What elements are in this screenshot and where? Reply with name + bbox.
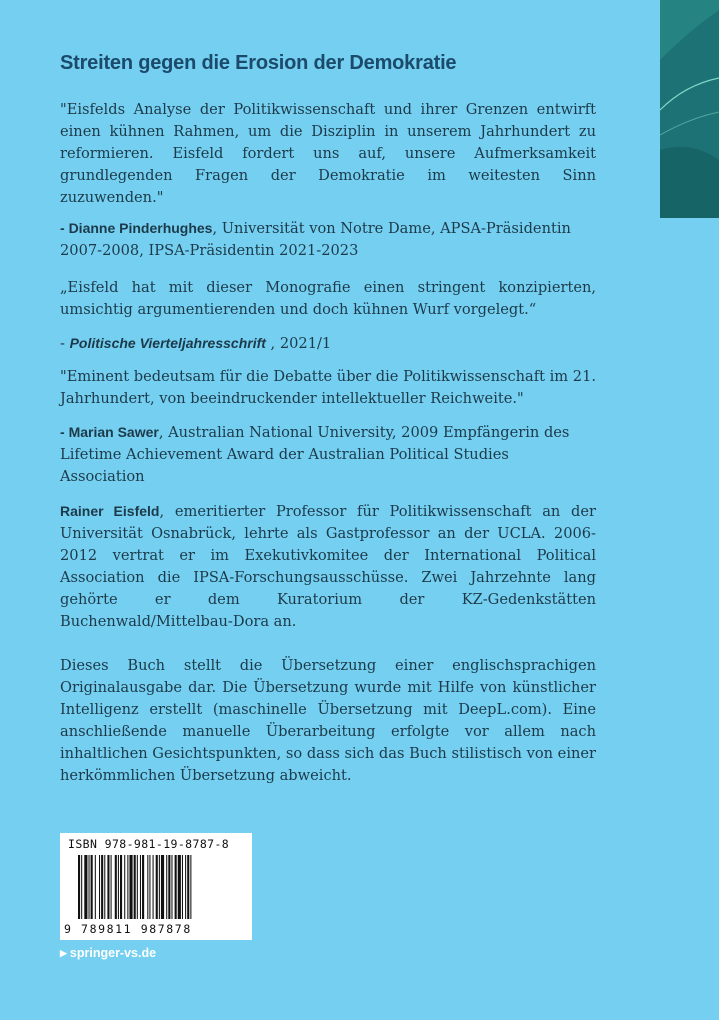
barcode-bar: [137, 855, 138, 919]
ean-digits: 9 789811 987878: [64, 922, 192, 936]
barcode-bar: [149, 855, 150, 919]
barcode-bar: [120, 855, 122, 919]
author-name: Rainer Eisfeld: [60, 503, 160, 519]
isbn-label: ISBN 978-981-19-8787-8: [68, 837, 230, 851]
barcode-bar: [187, 855, 189, 919]
barcode-bar: [84, 855, 87, 919]
website-url: springer-vs.de: [69, 946, 157, 960]
author-bio: [60, 500, 596, 633]
arrow-right-icon: ▶: [60, 947, 67, 958]
quote-2-dash: -: [60, 335, 70, 352]
barcode-bar: [159, 855, 160, 919]
barcode-bar: [111, 855, 112, 919]
barcode-bar: [166, 855, 167, 919]
cover-corner-artwork: [660, 0, 719, 218]
barcode-bar: [153, 855, 154, 919]
barcode-bar: [161, 855, 164, 919]
barcode-bar: [156, 855, 158, 919]
barcode-bar: [134, 855, 136, 919]
quote-2-affiliation: , 2021/1: [265, 335, 332, 352]
quote-3-name: Marian Sawer: [68, 424, 159, 440]
barcode-bar: [101, 855, 103, 919]
barcode-bar: [89, 855, 90, 919]
publisher-website[interactable]: [60, 946, 156, 960]
barcode-bar: [81, 855, 82, 919]
quote-2-source: Politische Vierteljahresschrift: [69, 335, 266, 351]
quote-2-text: „Eisfeld hat mit dieser Monografie einen stringent konzipierten, umsichtig argumentierenden und doch kühnen Wurf vorgelegt.“: [60, 279, 596, 318]
barcode-bar: [95, 855, 96, 919]
quote-1-dash: -: [60, 220, 69, 236]
barcode-bar: [99, 855, 100, 919]
barcode-bar: [124, 855, 125, 919]
barcode-bar: [185, 855, 186, 919]
quote-1-name: Dianne Pinderhughes: [68, 220, 213, 236]
barcode-bar: [147, 855, 148, 919]
quote-3-text: "Eminent bedeutsam für die Debatte über die Politikwissenschaft im 21. Jahrhundert, von beeindruckender intellektueller Reichweite.": [60, 368, 596, 407]
author-bio-text: , emeritierter Professor für Politikwissenschaft an der Universität Osnabrück, lehrte als Gastprofessor an der UCLA. 2006-2012 vertrat er im Exekutivkomitee der International Political Association die IPSA-Forschungsausschüsse. Zwei Jahrzehnte lang gehörte er dem Kuratorium der KZ-Gedenkstätten Buchenwald/Mittelbau-Dora an.: [60, 503, 596, 630]
barcode-bar: [140, 855, 141, 919]
barcode-bars: [78, 855, 238, 923]
barcode-bar: [115, 855, 117, 919]
barcode-bar: [127, 855, 128, 919]
corner-artwork-graphic: [660, 0, 719, 218]
quote-3-affiliation: , Australian National University, 2009 Empfängerin des Lifetime Achievement Award der Australian Political Studies Association: [60, 424, 570, 485]
quote-3-dash: -: [60, 424, 69, 440]
quote-1-affiliation: , Universität von Notre Dame, APSA-Präsidentin 2007-2008, IPSA-Präsidentin 2021-2023: [60, 220, 571, 259]
barcode-bar: [129, 855, 132, 919]
barcode-bar: [91, 855, 93, 919]
quote-1-attribution: [60, 217, 596, 262]
barcode-bar: [118, 855, 119, 919]
quote-3-attribution: [60, 421, 596, 488]
translation-note: Dieses Buch stellt die Übersetzung einer englischsprachigen Originalausgabe dar. Die Übersetzung wurde mit Hilfe von künstlicher Intelligenz erstellt (maschinelle Übersetzung mit DeepL.com). Eine anschließende manuelle Überarbeitung erfolgte vor allem nach inhaltlichen Gesichtspunkten, so dass sich das Buch stilistisch von einer herkömmlichen Übersetzung abweicht.: [60, 657, 596, 784]
barcode-bar: [171, 855, 172, 919]
barcode-bar: [175, 855, 177, 919]
barcode-bar: [178, 855, 181, 919]
barcode-bar: [182, 855, 183, 919]
quote-2-attribution: [60, 332, 596, 355]
barcode-bar: [168, 855, 170, 919]
barcode-bar: [190, 855, 191, 919]
quote-1-text: "Eisfelds Analyse der Politikwissenschaft und ihrer Grenzen entwirft einen kühnen Rahmen, um die Disziplin in unserem Jahrhundert zu reformieren. Eisfeld fordert uns auf, unsere Aufmerksamkeit grundlegenden Fragen der Demokratie im weitesten Sinn zuzuwenden.": [60, 101, 596, 206]
barcode-bar: [104, 855, 105, 919]
barcode-bar: [107, 855, 109, 919]
headline: Streiten gegen die Erosion der Demokratie: [60, 52, 457, 74]
barcode-bar: [78, 855, 80, 919]
barcode-bar: [142, 855, 144, 919]
isbn-barcode: [60, 833, 252, 940]
back-cover-text: [60, 52, 596, 787]
